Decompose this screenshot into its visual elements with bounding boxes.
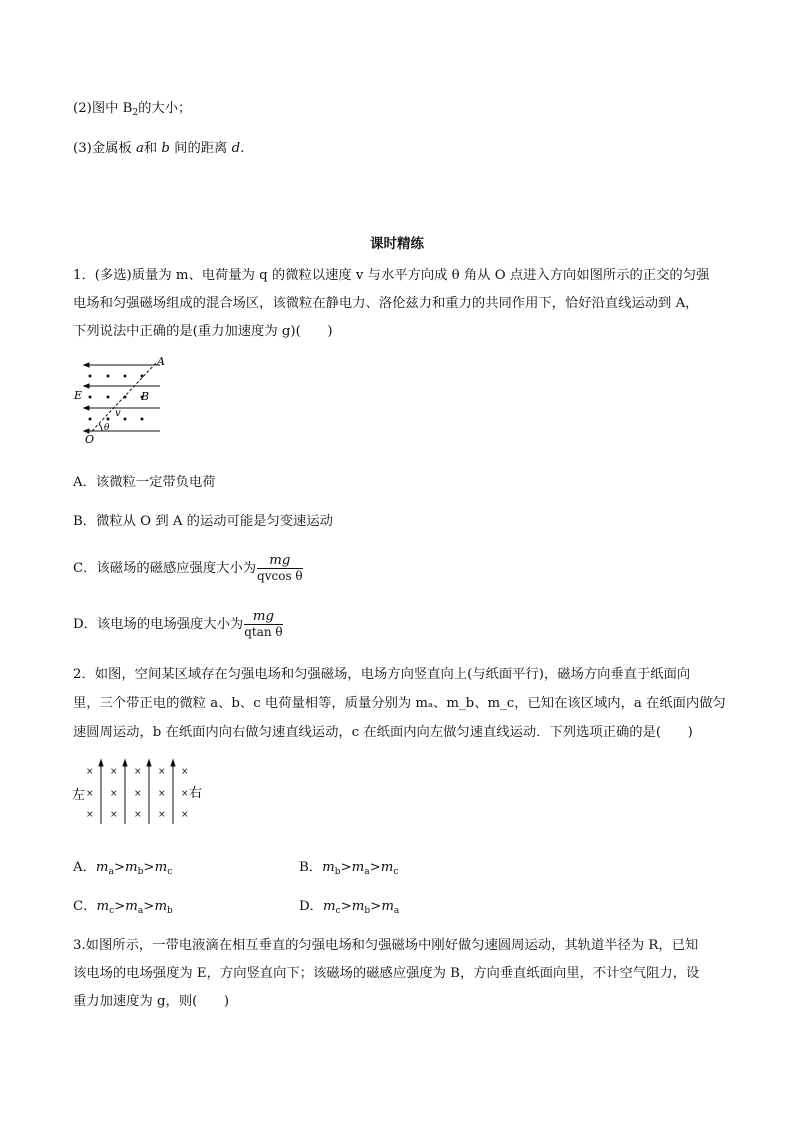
- section-title: 课时精练: [370, 236, 424, 252]
- prev-q2-tail: 的大小；: [138, 101, 192, 116]
- q1-option-c-text: C．该磁场的磁感应强度大小为: [73, 561, 257, 576]
- svg-text:×: ×: [86, 810, 94, 820]
- q1-option-d-text: D．该电场的电场强度大小为: [73, 617, 244, 632]
- q3-line-1: 3.如图所示，一带电液滴在相互垂直的匀强电场和匀强磁场中刚好做匀速圆周运动，其轨道半径为 R，已知: [73, 938, 699, 953]
- q2-field-figure: [70, 758, 210, 828]
- label-v: v: [115, 408, 121, 419]
- label-left: 左: [72, 788, 86, 803]
- svg-text:×: ×: [181, 767, 189, 777]
- q3-line-2: 该电场的电场强度为 E，方向竖直向下；该磁场的磁感应强度为 B，方向垂直纸面向里，不计空气阻力，设: [73, 966, 700, 981]
- svg-text:×: ×: [110, 789, 118, 799]
- label-right: 右: [189, 786, 203, 801]
- q1-line-3: 下列说法中正确的是(重力加速度为 g)( ): [73, 324, 333, 339]
- prev-q3-end: .: [240, 141, 245, 156]
- q2-option-a: A．$m_a>m_b>m_c$: [73, 860, 173, 877]
- q2-line-3: 速圆周运动，b 在纸面内向右做匀速直线运动，c 在纸面内向左做匀速直线运动．下列选项正确的是( ): [73, 725, 693, 740]
- q1-option-a: A．该微粒一定带负电荷: [73, 475, 216, 490]
- q2-option-c: C．$m_c>m_a>m_b$: [73, 899, 173, 916]
- svg-text:×: ×: [134, 789, 142, 799]
- label-theta: θ: [104, 423, 110, 433]
- svg-text:×: ×: [110, 767, 118, 777]
- prev-q3-and: 和: [143, 141, 162, 156]
- prev-question-3: [73, 137, 244, 156]
- q1-option-d-fraction: [244, 609, 282, 640]
- label-B: B: [141, 390, 150, 403]
- prev-q3-mid: 间的距离: [169, 141, 232, 156]
- prev-q2-text: (2)图中 B: [73, 101, 133, 116]
- label-E: E: [74, 389, 83, 402]
- svg-text:×: ×: [158, 767, 166, 777]
- q2-line-2: 里，三个带正电的微粒 a、b、c 电荷量相等，质量分别为 mₐ、m_b、m_c，已知在该区域内，a 在纸面内做匀: [73, 696, 726, 711]
- q1-option-c: [73, 553, 303, 584]
- label-A: A: [157, 355, 165, 368]
- q1-field-figure: [70, 355, 170, 447]
- q1-option-d-numerator: mg: [244, 609, 282, 625]
- q1-line-2: 电场和匀强磁场组成的混合场区，该微粒在静电力、洛伦兹力和重力的共同作用下，恰好沿直线运动到 A，: [73, 296, 699, 311]
- svg-text:×: ×: [181, 810, 189, 820]
- prev-question-2: [73, 97, 191, 118]
- svg-text:×: ×: [134, 767, 142, 777]
- svg-text:×: ×: [181, 789, 189, 799]
- q1-option-b: B．微粒从 O 到 A 的运动可能是匀变速运动: [73, 514, 333, 529]
- svg-text:×: ×: [134, 810, 142, 820]
- svg-text:×: ×: [86, 789, 94, 799]
- prev-q2-subscript: 2: [132, 108, 139, 118]
- q2-line-1: 2．如图，空间某区域存在匀强电场和匀强磁场，电场方向竖直向上(与纸面平行)，磁场方向垂直于纸面向: [73, 667, 691, 682]
- q3-line-3: 重力加速度为 g，则( ): [73, 994, 230, 1009]
- svg-text:×: ×: [110, 810, 118, 820]
- q1-line-1: 1．(多选)质量为 m、电荷量为 q 的微粒以速度 v 与水平方向成 θ 角从 O 点进入方向如图所示的正交的匀强: [73, 268, 710, 283]
- svg-text:×: ×: [158, 789, 166, 799]
- q1-option-c-denominator: qvcos θ: [257, 569, 303, 583]
- q2-option-d: D．$m_c>m_b>m_a$: [299, 899, 400, 916]
- q1-option-d-denominator: qtan θ: [244, 625, 283, 639]
- svg-text:×: ×: [86, 767, 94, 777]
- label-O: O: [85, 433, 95, 446]
- prev-q3-var-b: b: [161, 141, 170, 156]
- prev-q3-var-d: d: [231, 141, 241, 156]
- q2-option-b: B．$m_b>m_a>m_c$: [299, 860, 399, 877]
- q1-option-d: [73, 609, 283, 640]
- q1-option-c-fraction: [257, 553, 303, 584]
- svg-text:×: ×: [158, 810, 166, 820]
- q1-option-c-numerator: mg: [257, 553, 303, 569]
- prev-q3-head: (3)金属板: [73, 141, 136, 156]
- prev-q3-var-a: a: [135, 141, 144, 156]
